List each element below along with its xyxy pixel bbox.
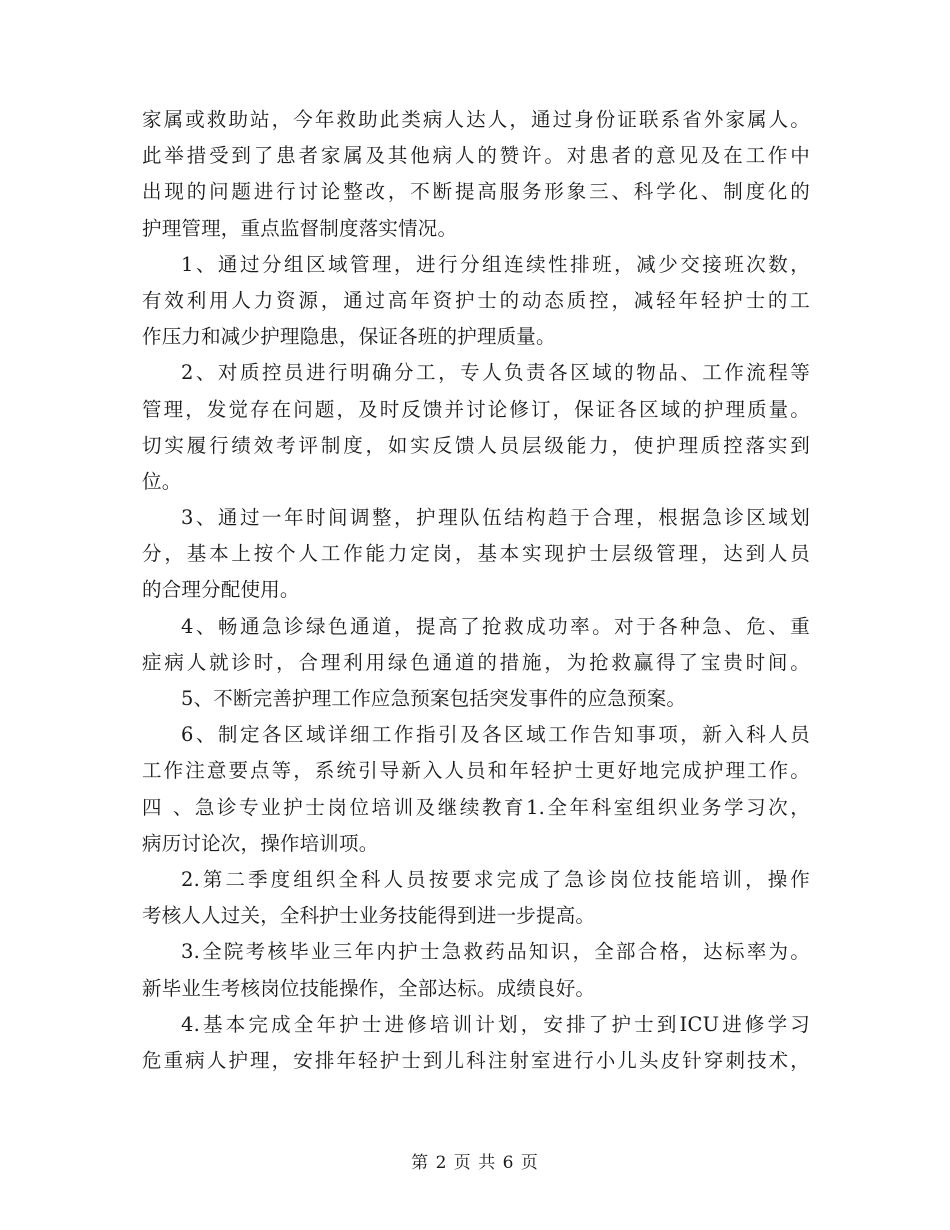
text-line: 考核人人过关，全科护士业务技能得到进一步提高。: [142, 904, 596, 928]
text-line: 四 、急诊专业护士岗位培训及继续教育1.全年科室组织业务学习次，: [142, 795, 810, 819]
text-line: 位。: [142, 469, 182, 493]
text-line: 3、通过一年时间调整，护理队伍结构趋于合理，根据急诊区域划: [181, 506, 810, 530]
text-line: 5、不断完善护理工作应急预案包括突发事件的应急预案。: [181, 687, 687, 710]
text-line: 的合理分配使用。: [142, 578, 300, 602]
text-line: 危重病人护理，安排年轻护士到儿科注射室进行小儿头皮针穿刺技术，: [142, 1048, 810, 1072]
text-line: 4、畅通急诊绿色通道，提高了抢救成功率。对于各种急、危、重: [181, 614, 810, 638]
text-line: 1、通过分组区域管理，进行分组连续性排班，减少交接班次数，: [181, 252, 810, 276]
text-line: 症病人就诊时，合理利用绿色通道的措施，为抢救赢得了宝贵时间。: [142, 650, 810, 674]
text-line: 6、制定各区域详细工作指引及各区域工作告知事项，新入科人员: [181, 723, 810, 747]
text-line: 护理管理，重点监督制度落实情况。: [142, 216, 458, 240]
page-number-footer: 第 2 页 共 6 页: [411, 1153, 539, 1173]
text-line: 分，基本上按个人工作能力定岗，基本实现护士层级管理，达到人员: [142, 542, 810, 566]
text-line: 3.全院考核毕业三年内护士急救药品知识，全部合格，达标率为。: [181, 940, 810, 964]
text-line: 新毕业生考核岗位技能操作，全部达标。成绩良好。: [142, 976, 596, 1000]
text-line: 出现的问题进行讨论整改，不断提高服务形象三、科学化、制度化的: [142, 180, 810, 204]
text-line: 病历讨论次，操作培训项。: [142, 831, 379, 855]
text-line: 2.第二季度组织全科人员按要求完成了急诊岗位技能培训，操作: [181, 867, 810, 891]
body-text: [142, 102, 810, 1079]
text-line: 管理，发觉存在问题，及时反馈并讨论修订，保证各区域的护理质量。: [142, 397, 810, 421]
text-line: 此举措受到了患者家属及其他病人的赞许。对患者的意见及在工作中: [142, 144, 810, 168]
text-line: 4.基本完成全年护士进修培训计划，安排了护士到ICU进修学习: [181, 1012, 810, 1036]
text-line: 作压力和减少护理隐患，保证各班的护理质量。: [142, 325, 556, 349]
text-line: 有效利用人力资源，通过高年资护士的动态质控，减轻年轻护士的工: [142, 288, 810, 312]
text-line: 2、对质控员进行明确分工，专人负责各区域的物品、工作流程等: [181, 361, 810, 385]
text-line: 切实履行绩效考评制度，如实反馈人员层级能力，使护理质控落实到: [142, 433, 810, 457]
text-line: 工作注意要点等，系统引导新入人员和年轻护士更好地完成护理工作。: [142, 759, 810, 783]
text-line: 家属或救助站，今年救助此类病人达人，通过身份证联系省外家属人。: [142, 108, 810, 131]
